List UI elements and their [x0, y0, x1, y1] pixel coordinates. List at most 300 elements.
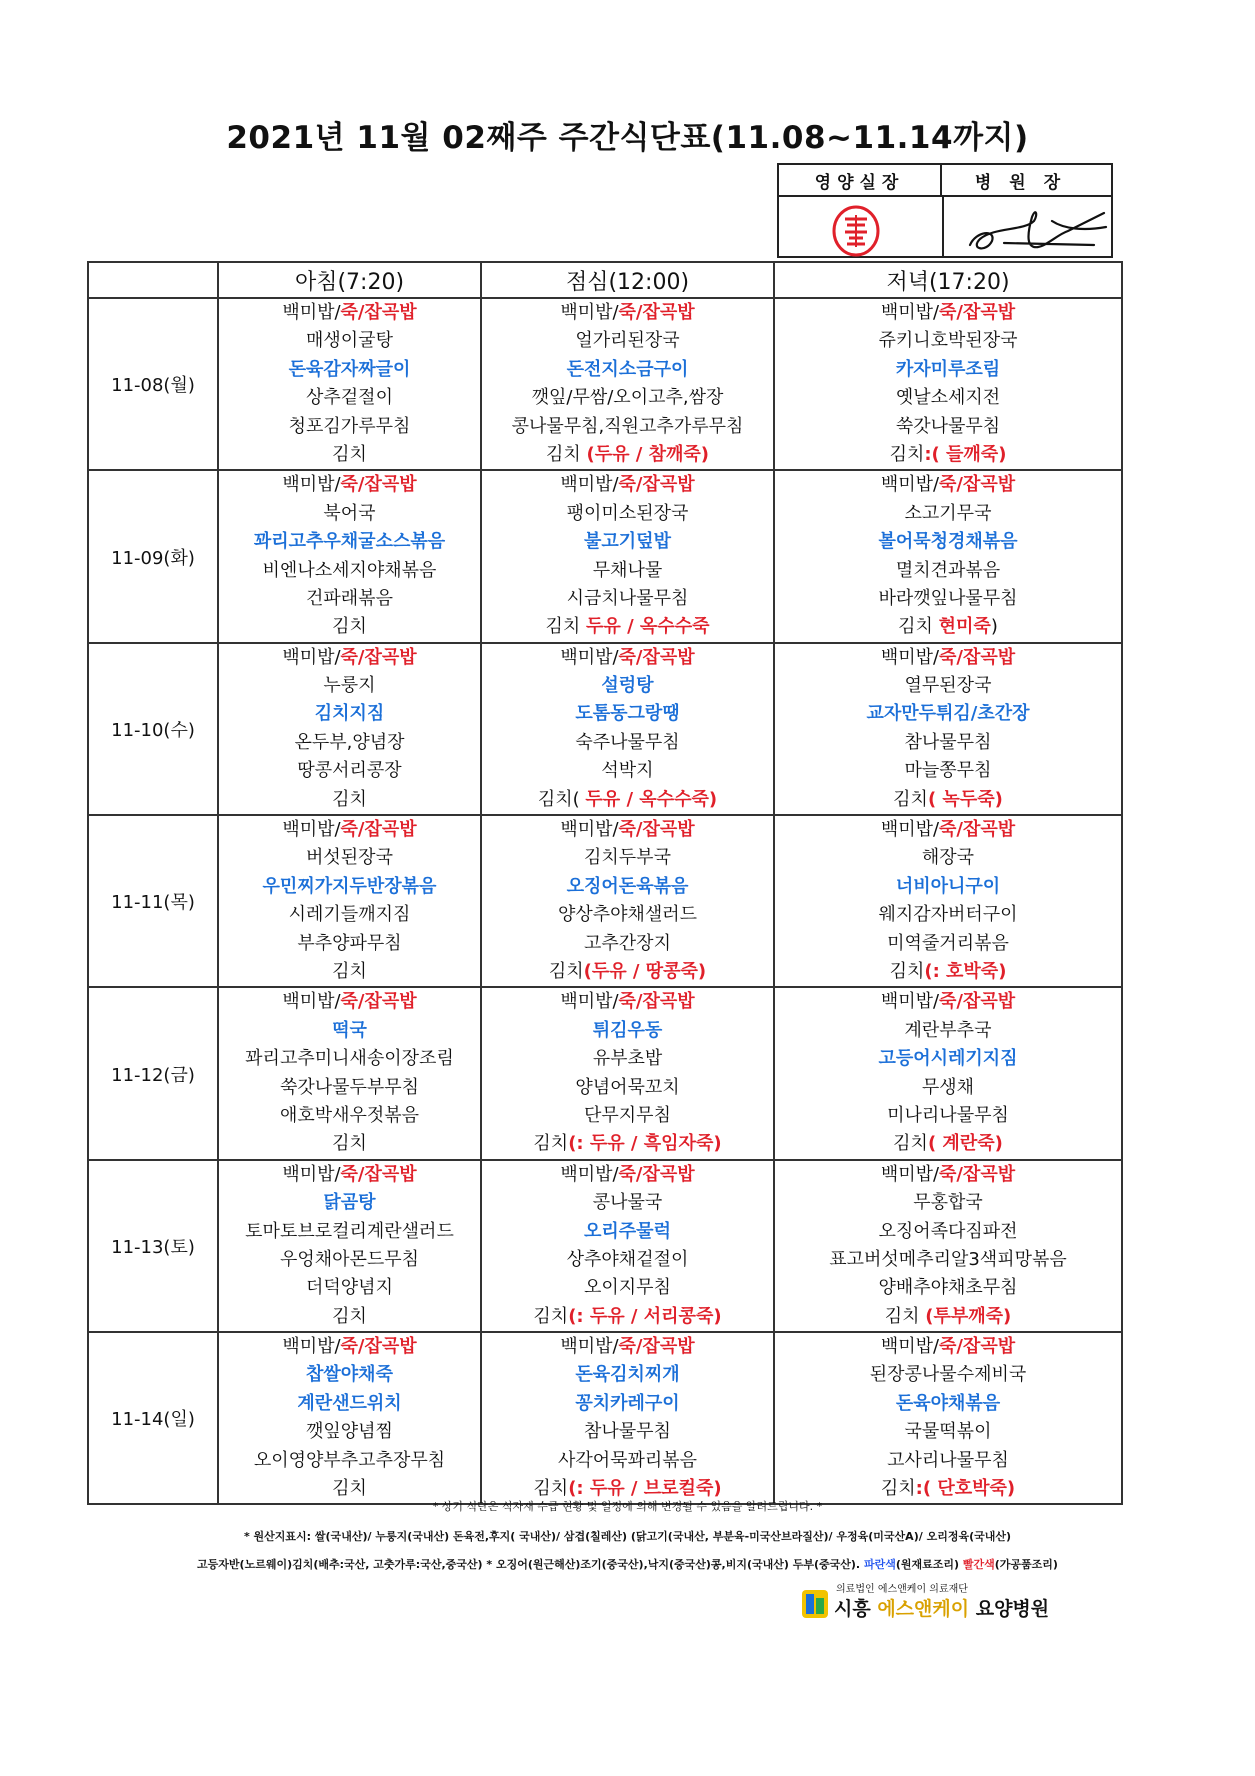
menu-item [482, 1447, 773, 1475]
menu-item-text: 오징어돈육볶음 [566, 875, 689, 897]
menu-item-text: ( 녹두죽) [927, 788, 1003, 810]
menu-item-text: 백미밥/ [880, 646, 940, 668]
menu-item-text: (: 호박죽) [924, 960, 1007, 982]
page-title: 2021년 11월 02째주 주간식단표(11.08~11.14까지) [226, 120, 1029, 156]
menu-item-text: 죽/잡곡밥 [618, 474, 695, 496]
menu-item-text: 김치 [533, 1133, 569, 1155]
menu-item-text: 백미밥/ [282, 646, 341, 668]
menu-item-text: (: 두유 / 서리콩죽) [568, 1305, 722, 1327]
dinner-cell [774, 643, 1122, 815]
dinner-cell [774, 815, 1122, 987]
menu-item [482, 816, 773, 844]
menu-item [775, 1274, 1121, 1302]
menu-item [775, 930, 1121, 958]
day-row [88, 643, 1122, 815]
menu-item-text: 무생채 [921, 1076, 975, 1098]
menu-item-text: 땅콩서리콩장 [297, 760, 402, 782]
menu-item-text: 죽/잡곡밥 [340, 1163, 417, 1185]
menu-item-text: 옛날소세지전 [895, 387, 1001, 409]
menu-item [219, 1045, 480, 1073]
menu-item-text: 김치 [889, 443, 925, 465]
menu-item [219, 816, 480, 844]
legend-blue-label: 파란색 [863, 1558, 896, 1571]
menu-item [482, 1418, 773, 1446]
menu-item [482, 1130, 773, 1158]
day-row [88, 987, 1122, 1159]
menu-item [482, 557, 773, 585]
menu-item [219, 729, 480, 757]
menu-item-text: 버섯된장국 [306, 847, 393, 869]
menu-item-text: 백미밥/ [560, 819, 619, 841]
menu-item [482, 1189, 773, 1217]
menu-item-text: 백미밥/ [282, 819, 341, 841]
menu-item-text: 백미밥/ [282, 474, 341, 496]
menu-item-text: 죽/잡곡밥 [340, 991, 417, 1013]
menu-item-text: 죽/잡곡밥 [618, 819, 695, 841]
menu-item [219, 1189, 480, 1217]
menu-item [219, 1361, 480, 1389]
menu-item-text: 석박지 [601, 760, 654, 782]
menu-item-text: 김치 [893, 788, 928, 810]
menu-item-text: 표고버섯메추리알3색피망볶음 [829, 1248, 1067, 1270]
menu-item [775, 356, 1121, 384]
menu-item [775, 471, 1121, 499]
menu-item [482, 988, 773, 1016]
menu-item-text: (투부깨죽) [925, 1305, 1012, 1327]
menu-item [775, 1390, 1121, 1418]
menu-item [482, 327, 773, 355]
menu-item [482, 1017, 773, 1045]
menu-item-text: 참나물무침 [904, 731, 992, 753]
menu-item [219, 930, 480, 958]
lunch-cell [481, 643, 774, 815]
menu-item-text: 팽이미소된장국 [566, 502, 689, 524]
menu-item-text: 김치 [332, 1305, 367, 1327]
menu-item [219, 500, 480, 528]
day-row [88, 298, 1122, 470]
menu-item-text: 비엔나소세지야채볶음 [262, 559, 437, 581]
menu-item [219, 644, 480, 672]
menu-item [775, 1189, 1121, 1217]
menu-item-text: 꽈리고추미니새송이장조림 [245, 1048, 454, 1070]
menu-item-text: 양배추야채초무침 [878, 1277, 1018, 1299]
menu-item [219, 1102, 480, 1130]
menu-item [482, 729, 773, 757]
menu-item [482, 672, 773, 700]
menu-item [775, 585, 1121, 613]
menu-item-text: 꽁치카레구이 [575, 1392, 680, 1414]
menu-item-text: 백미밥/ [560, 1336, 619, 1358]
menu-item [482, 873, 773, 901]
menu-item-text: 백미밥/ [880, 819, 940, 841]
menu-item-text: 쑥갓나물두부무침 [279, 1076, 420, 1098]
legend-red-meaning: (가공품조리) [994, 1558, 1058, 1571]
menu-item [775, 1045, 1121, 1073]
menu-item-text: 백미밥/ [880, 1336, 940, 1358]
menu-item-text: 청포김가루무침 [288, 415, 411, 437]
day-row [88, 470, 1122, 642]
menu-item-text: 얼가리된장국 [575, 330, 680, 352]
menu-item-text: 김치( [537, 788, 586, 810]
menu-item [482, 958, 773, 986]
menu-item [775, 500, 1121, 528]
menu-item [219, 1333, 480, 1361]
menu-item-text: (두유 / 땅콩죽) [583, 960, 707, 982]
menu-item [775, 672, 1121, 700]
day-row [88, 1160, 1122, 1332]
menu-item-text: :( 들깨죽) [924, 443, 1007, 465]
menu-item-text: 북어국 [323, 502, 376, 524]
menu-item [219, 958, 480, 986]
menu-item-text: 도톰동그랑땡 [575, 703, 680, 725]
menu-item-text: 오징어족다짐파전 [878, 1220, 1018, 1242]
menu-item [219, 844, 480, 872]
menu-item [482, 700, 773, 728]
approval-head-director: 병원장 [942, 165, 1111, 197]
menu-item [775, 1161, 1121, 1189]
menu-item [482, 1045, 773, 1073]
menu-item [219, 700, 480, 728]
director-signature [964, 201, 1114, 256]
menu-item-text: 누룽지 [323, 675, 376, 697]
legend-red-label: 빨간색 [962, 1558, 995, 1571]
weekly-menu-table [87, 261, 1123, 1505]
menu-item [219, 1017, 480, 1045]
menu-item-text: 김치 [880, 1478, 916, 1500]
menu-item [219, 471, 480, 499]
menu-item-text: 김치 [893, 1133, 928, 1155]
menu-item [219, 528, 480, 556]
menu-item-text: 백미밥/ [560, 302, 619, 323]
menu-item [775, 1447, 1121, 1475]
day-date: 11-11(목) [88, 815, 218, 987]
header-dinner: 저녁(17:20) [774, 262, 1122, 298]
menu-item [775, 901, 1121, 929]
menu-item-text: 토마토브로컬리계란샐러드 [245, 1220, 454, 1242]
menu-item [775, 528, 1121, 556]
menu-item [482, 757, 773, 785]
menu-item [482, 441, 773, 469]
menu-item [775, 1361, 1121, 1389]
dinner-cell [774, 987, 1122, 1159]
menu-item-text: 열무된장국 [904, 675, 992, 697]
menu-item-text: 양념어묵꼬치 [575, 1076, 680, 1098]
menu-item-text: 죽/잡곡밥 [340, 302, 417, 323]
menu-item-text: 김치 [545, 443, 587, 465]
lunch-cell [481, 1160, 774, 1332]
menu-item [482, 930, 773, 958]
menu-item-text: 김치 [898, 616, 939, 638]
breakfast-cell [218, 643, 481, 815]
menu-item-text: 백미밥/ [880, 1163, 940, 1185]
approval-head-nutrition: 영양실장 [779, 165, 942, 197]
menu-item-text: 부추양파무침 [297, 932, 402, 954]
menu-item [775, 1333, 1121, 1361]
menu-item [482, 1274, 773, 1302]
dinner-cell [774, 1332, 1122, 1504]
menu-item [219, 1418, 480, 1446]
menu-item-text: 김치 [884, 1305, 926, 1327]
menu-item [775, 557, 1121, 585]
menu-item-text: 백미밥/ [282, 1163, 341, 1185]
menu-item-text: 바라깻잎나물무침 [878, 587, 1018, 609]
menu-item-text: 고사리나물무침 [887, 1449, 1009, 1471]
lunch-cell [481, 298, 774, 470]
menu-item-text: (두유 / 참깨죽) [586, 443, 709, 465]
menu-item-text: 된장콩나물수제비국 [869, 1364, 1027, 1386]
menu-item [219, 585, 480, 613]
menu-item-text: 돈육야채볶음 [895, 1392, 1001, 1414]
menu-item [219, 441, 480, 469]
menu-item-text: 죽/잡곡밥 [618, 302, 695, 323]
menu-item-text: 시금치나물무침 [566, 587, 689, 609]
menu-item-text: 죽/잡곡밥 [939, 991, 1016, 1013]
menu-item-text: ) [990, 616, 998, 638]
legend-blue-meaning: (원재료조리) [895, 1558, 963, 1571]
menu-item-text: 죽/잡곡밥 [340, 474, 417, 496]
menu-item [775, 384, 1121, 412]
menu-item [219, 1274, 480, 1302]
menu-item-text: 김치두부국 [584, 847, 671, 869]
menu-item [219, 557, 480, 585]
menu-item [482, 844, 773, 872]
menu-item [219, 299, 480, 327]
menu-header-row [88, 262, 1122, 298]
menu-item [482, 585, 773, 613]
menu-item [219, 1218, 480, 1246]
menu-item-text: 백미밥/ [560, 646, 619, 668]
menu-item [775, 1246, 1121, 1274]
day-date: 11-12(금) [88, 987, 218, 1159]
menu-item-text: 국물떡볶이 [904, 1421, 992, 1443]
menu-item-text: 김치 [533, 1478, 569, 1500]
menu-item-text: 죽/잡곡밥 [939, 819, 1016, 841]
menu-item-text: 김치 [332, 1133, 367, 1155]
header-lunch: 점심(12:00) [481, 262, 774, 298]
menu-item-text: 계란부추국 [904, 1019, 992, 1041]
origin-note-2 [0, 1556, 1255, 1572]
menu-item-text: 계란샌드위치 [297, 1392, 402, 1414]
menu-item [775, 1130, 1121, 1158]
menu-item [482, 1390, 773, 1418]
day-row [88, 815, 1122, 987]
menu-item-text: 쑥갓나물무침 [895, 415, 1001, 437]
menu-item [482, 413, 773, 441]
menu-item [219, 1130, 480, 1158]
menu-item-text: 백미밥/ [560, 474, 619, 496]
day-date: 11-08(월) [88, 298, 218, 470]
menu-item-text: 매생이굴탕 [306, 330, 393, 352]
menu-item-text: 콩나물무침,직원고추가루무침 [511, 415, 744, 437]
menu-item [775, 988, 1121, 1016]
lunch-cell [481, 470, 774, 642]
menu-item [482, 901, 773, 929]
menu-item [775, 700, 1121, 728]
hospital-logo [800, 1580, 1050, 1624]
menu-item-text: 죽/잡곡밥 [618, 1336, 695, 1358]
menu-item-text: 백미밥/ [282, 302, 341, 323]
menu-item-text: 상추겉절이 [306, 387, 393, 409]
menu-item-text: 고등어시레기지짐 [878, 1048, 1018, 1070]
menu-item-text: 우민찌가지두반장볶음 [262, 875, 437, 897]
menu-item [482, 471, 773, 499]
menu-item [775, 1102, 1121, 1130]
menu-item-text: 죽/잡곡밥 [939, 1163, 1016, 1185]
day-row [88, 1332, 1122, 1504]
menu-item-text: 죽/잡곡밥 [618, 991, 695, 1013]
menu-item-text: 돈육김치찌개 [575, 1364, 680, 1386]
menu-item-text: 유부초밥 [592, 1048, 663, 1070]
menu-item-text: 김치 [545, 616, 587, 638]
menu-item-text: 무채나물 [592, 559, 663, 581]
menu-item-text: 고추간장지 [584, 932, 671, 954]
menu-item [775, 958, 1121, 986]
breakfast-cell [218, 815, 481, 987]
origin-note-2-text: 고등자반(노르웨이)김치(배추:국산, 고춧가루:국산,중국산) * 오징어(원근해산)조기(중국산),낙지(중국산)콩,비지(국내산) 두부(중국산). [197, 1558, 864, 1571]
menu-item-text: 죽/잡곡밥 [939, 646, 1016, 668]
menu-item-text: 죽/잡곡밥 [618, 646, 695, 668]
menu-item [482, 1218, 773, 1246]
dinner-cell [774, 1160, 1122, 1332]
lunch-cell [481, 1332, 774, 1504]
menu-item-text: 죽/잡곡밥 [340, 646, 417, 668]
menu-item [482, 528, 773, 556]
menu-item-text: (: 두유 / 흑임자죽) [568, 1133, 722, 1155]
menu-item-text: 김치 [332, 616, 367, 638]
menu-item-text: 꽈리고추우채굴소스볶음 [253, 531, 446, 553]
menu-item [775, 844, 1121, 872]
menu-item [775, 413, 1121, 441]
menu-item [482, 1074, 773, 1102]
menu-item-text: 멸치견과볶음 [895, 559, 1001, 581]
menu-item-text: 깻잎양념찜 [306, 1421, 393, 1443]
menu-item-text: 애호박새우젓볶음 [279, 1104, 420, 1126]
breakfast-cell [218, 1332, 481, 1504]
menu-item [775, 786, 1121, 814]
menu-item-text: 죽/잡곡밥 [939, 1336, 1016, 1358]
header-date-col [88, 262, 218, 298]
menu-item-text: 양상추야채샐러드 [557, 904, 698, 926]
menu-item-text: 단무지무침 [584, 1104, 671, 1126]
menu-item [482, 644, 773, 672]
menu-item [219, 613, 480, 641]
menu-item-text: :( 단호박죽) [915, 1478, 1016, 1500]
menu-item-text: 볼어묵청경채볶음 [878, 531, 1018, 553]
hospital-emblem-icon [800, 1586, 830, 1620]
menu-item-text: 돈전지소금구이 [566, 358, 689, 380]
menu-item-text: 백미밥/ [880, 302, 940, 323]
menu-item [775, 1418, 1121, 1446]
menu-item-text: 백미밥/ [282, 991, 341, 1013]
menu-item [219, 672, 480, 700]
menu-item-text: 불고기덮밥 [584, 531, 671, 553]
menu-item-text: 콩나물국 [592, 1192, 663, 1214]
lunch-cell [481, 815, 774, 987]
menu-item-text: 미역줄거리볶음 [887, 932, 1009, 954]
menu-item [219, 384, 480, 412]
menu-item [482, 1102, 773, 1130]
menu-item-text: 백미밥/ [560, 991, 619, 1013]
menu-item-text: 두유 / 옥수수죽) [585, 788, 718, 810]
menu-item-text: 김치 [548, 960, 584, 982]
menu-item-text: 깻잎/무쌈/오이고추,쌈장 [531, 387, 724, 409]
menu-item-text: 웨지감자버터구이 [878, 904, 1018, 926]
hospital-subtitle: 의료법인 에스앤케이 의료재단 [836, 1584, 968, 1595]
menu-item-text: 백미밥/ [560, 1163, 619, 1185]
menu-item-text: 두유 / 옥수수죽 [586, 616, 710, 638]
menu-item [219, 1390, 480, 1418]
menu-item-text: 김치 [332, 1478, 367, 1500]
day-date: 11-10(수) [88, 643, 218, 815]
change-notice: * 상기 식단은 식자재 수급 현황 및 일정에 의해 변경될 수 있음을 알려드립니다. * [432, 1500, 823, 1513]
menu-item-text: (: 두유 / 브로컬죽) [568, 1478, 722, 1500]
approval-divider [942, 197, 944, 258]
menu-item-text: 해장국 [921, 847, 975, 869]
menu-item-text: 무홍합국 [913, 1192, 983, 1214]
day-date: 11-14(일) [88, 1332, 218, 1504]
menu-item-text: 김치 [889, 960, 925, 982]
menu-item-text: 김치 [533, 1305, 569, 1327]
hospital-name-type: 요양병원 [969, 1598, 1050, 1620]
menu-item [482, 299, 773, 327]
menu-item [775, 1218, 1121, 1246]
lunch-cell [481, 987, 774, 1159]
menu-item-text: 사각어묵꽈리볶음 [557, 1449, 698, 1471]
menu-item [775, 644, 1121, 672]
menu-item-text: 김치 [332, 443, 367, 465]
menu-item [219, 413, 480, 441]
menu-item-text: 온두부,양념장 [294, 731, 405, 753]
menu-item-text: 백미밥/ [880, 991, 940, 1013]
menu-item [775, 613, 1121, 641]
seal-stamp [825, 205, 887, 257]
menu-item [775, 816, 1121, 844]
menu-item [775, 1074, 1121, 1102]
menu-item-text: 오리주물럭 [584, 1220, 671, 1242]
menu-item-text: 튀김우동 [592, 1019, 663, 1041]
menu-item [482, 500, 773, 528]
menu-item-text: 너비아니구이 [895, 875, 1001, 897]
menu-item [219, 1161, 480, 1189]
menu-item [775, 757, 1121, 785]
menu-item-text: 소고기무국 [904, 502, 992, 524]
origin-note-1: * 원산지표시: 쌀(국내산)/ 누룽지(국내산) 돈육전,후지( 국내산)/ 삼겹(칠레산) (닭고기(국내산, 부분육-미국산브라질산)/ 우정육(미국산A)/ 오리정육(국내산) [243, 1530, 1012, 1543]
header-breakfast: 아침(7:20) [218, 262, 481, 298]
menu-item-text: 닭곰탕 [323, 1192, 376, 1214]
menu-item-text: 백미밥/ [282, 1336, 341, 1358]
menu-item [482, 356, 773, 384]
menu-item [482, 786, 773, 814]
menu-item-text: 떡국 [332, 1019, 367, 1041]
menu-item-text: 죽/잡곡밥 [340, 1336, 417, 1358]
menu-item-text: 김치 [332, 960, 367, 982]
menu-item-text: 백미밥/ [880, 474, 940, 496]
menu-item [482, 1361, 773, 1389]
menu-item [482, 613, 773, 641]
dinner-cell [774, 298, 1122, 470]
menu-item-text: 교자만두튀김/초간장 [866, 703, 1030, 725]
menu-item [775, 441, 1121, 469]
menu-item [775, 873, 1121, 901]
menu-item-text: 마늘쫑무침 [904, 760, 992, 782]
menu-item [219, 757, 480, 785]
menu-item-text: 우엉채아몬드무침 [279, 1248, 420, 1270]
menu-item-text: 미나리나물무침 [887, 1104, 1009, 1126]
menu-item [219, 327, 480, 355]
menu-item [219, 901, 480, 929]
menu-item-text: 돈육감자짜글이 [288, 358, 411, 380]
hospital-name-brand: 에스앤케이 [877, 1598, 970, 1620]
